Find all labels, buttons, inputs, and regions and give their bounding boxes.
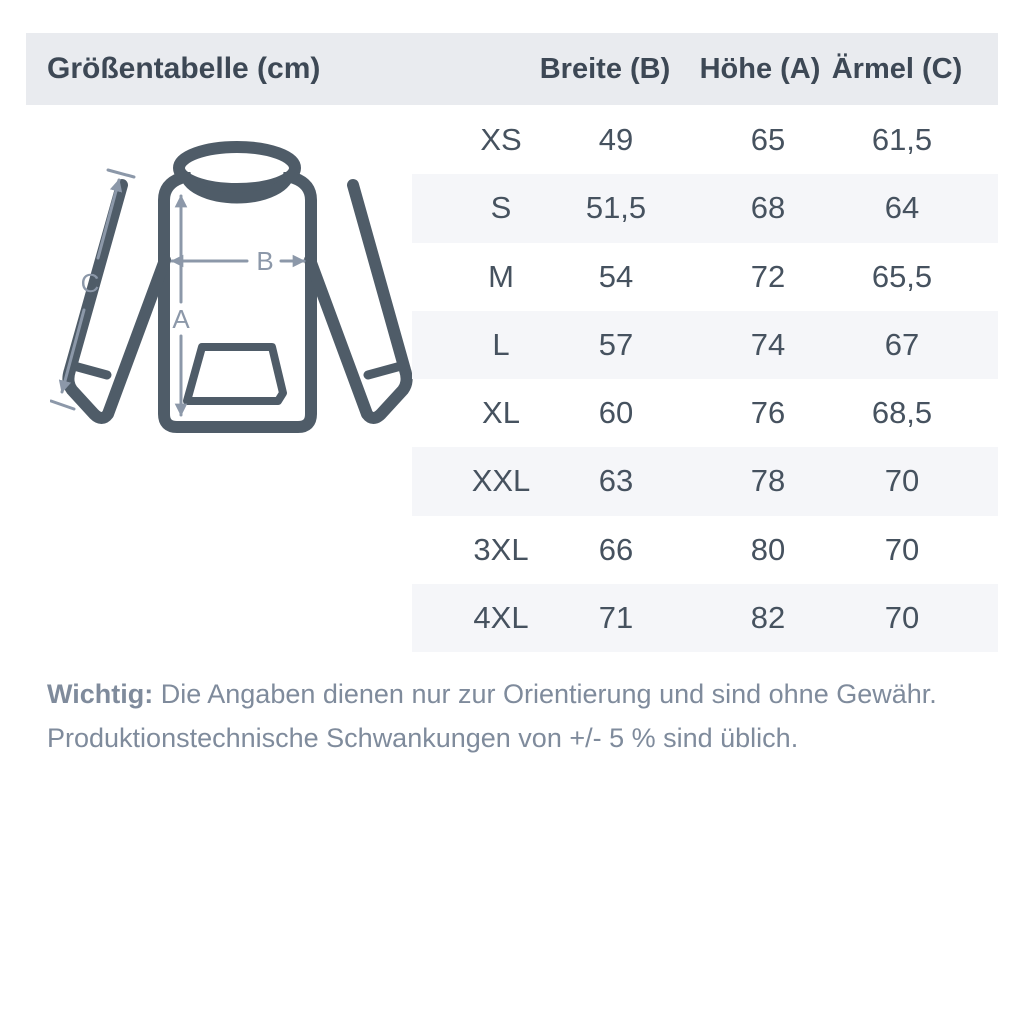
breite-value: 63 [598, 463, 634, 499]
aermel-value: 61,5 [871, 122, 933, 158]
aermel-value: 68,5 [871, 395, 933, 431]
disclaimer-line-2: Produktionstechnische Schwankungen von +/- 5 % sind üblich. [47, 723, 799, 753]
breite-value: 66 [598, 531, 634, 567]
dimension-tick-top [108, 170, 134, 177]
hoehe-value: 68 [750, 190, 786, 226]
size-label: M [488, 258, 514, 294]
column-header-hoehe: Höhe (A) [699, 52, 821, 85]
table-row [412, 584, 998, 652]
size-label: S [490, 190, 512, 226]
hoodie-measurement-diagram [50, 130, 420, 460]
hood-outline [179, 147, 295, 198]
table-row [412, 447, 998, 515]
label-c: C [80, 268, 100, 298]
size-label: L [492, 326, 510, 362]
breite-value: 49 [598, 122, 634, 158]
hoehe-value: 76 [750, 395, 786, 431]
breite-value: 71 [598, 599, 634, 635]
hoehe-value: 78 [750, 463, 786, 499]
aermel-value: 64 [884, 190, 920, 226]
label-a: A [172, 304, 190, 334]
hoodie-body-outline [68, 178, 406, 427]
aermel-value: 70 [884, 531, 920, 567]
breite-value: 60 [598, 395, 634, 431]
table-header-bar [26, 33, 998, 105]
disclaimer-note [47, 672, 967, 760]
breite-value: 51,5 [585, 190, 647, 226]
aermel-value: 67 [884, 326, 920, 362]
size-label: XXL [471, 463, 531, 499]
size-label: XL [482, 395, 520, 431]
hoehe-value: 74 [750, 326, 786, 362]
disclaimer-line-1: Wichtig: Die Angaben dienen nur zur Orientierung und sind ohne Gewähr. [47, 679, 937, 709]
dimension-tick-bottom [51, 401, 74, 409]
breite-value: 57 [598, 326, 634, 362]
pocket-outline [187, 347, 283, 401]
table-row [412, 516, 998, 584]
page-title: Größentabelle (cm) [47, 52, 321, 85]
hoehe-value: 65 [750, 122, 786, 158]
label-b: B [256, 246, 274, 276]
aermel-value: 65,5 [871, 258, 933, 294]
column-header-aermel: Ärmel (C) [831, 52, 963, 85]
hoehe-value: 82 [750, 599, 786, 635]
aermel-value: 70 [884, 599, 920, 635]
table-row [412, 106, 998, 174]
table-row [412, 311, 998, 379]
disclaimer-bold: Wichtig: [47, 679, 154, 709]
table-row [412, 174, 998, 242]
column-header-breite: Breite (B) [539, 52, 671, 85]
aermel-value: 70 [884, 463, 920, 499]
size-label: 3XL [473, 531, 529, 567]
size-table [412, 106, 998, 652]
table-row [412, 379, 998, 447]
size-label: 4XL [473, 599, 529, 635]
hoehe-value: 72 [750, 258, 786, 294]
hoehe-value: 80 [750, 531, 786, 567]
size-label: XS [480, 122, 522, 158]
table-row [412, 243, 998, 311]
breite-value: 54 [598, 258, 634, 294]
